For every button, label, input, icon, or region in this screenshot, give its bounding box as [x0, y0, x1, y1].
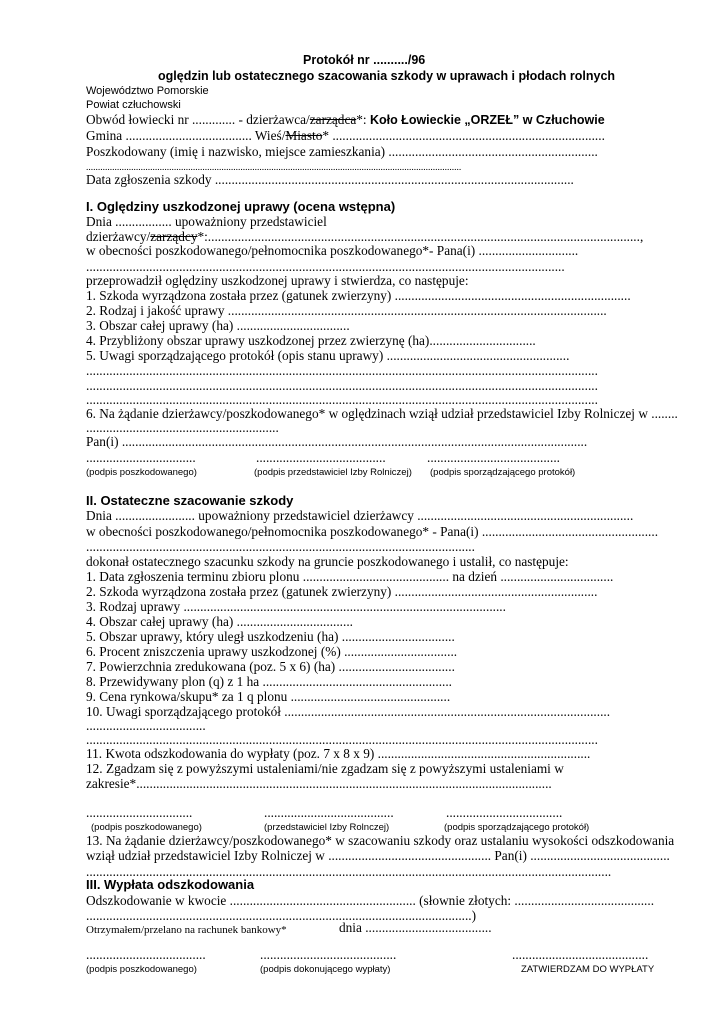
approval-label: ZATWIERDZAM DO WYPŁATY: [521, 964, 655, 975]
signature-dots: .........................................: [260, 947, 397, 962]
signature-dots: ................................: [86, 805, 193, 820]
circuit-mid: *:: [356, 112, 370, 127]
s2-item-2: 2. Szkoda wyrządzona została przez (gatunek zwierzyny) .............................................................: [86, 584, 598, 599]
s1-pan-line: Pan(i) ............................................................................................................................................: [86, 434, 588, 449]
circuit-prefix: Obwód łowiecki nr ............. - dzierżawca/: [86, 112, 310, 127]
s2-item-11: 11. Kwota odszkodowania do wypłaty (poz. 7 x 8 x 9) ................................................................: [86, 746, 591, 761]
s1-item-6: 6. Na żądanie dzierżawcy/poszkodowanego* w oględzinach wziął udział przedstawiciel Izby Rolniczej w ........: [86, 406, 678, 421]
s1-blank-line: ..........................................................................................................................................................: [86, 363, 598, 378]
document-subtitle: oględzin lub ostatecznego szacowania szkody w uprawach i płodach rolnych: [158, 69, 616, 83]
signature-label: (przedstawiciel Izby Rolnczej): [264, 822, 390, 833]
signature-dots: .........................................: [512, 947, 649, 962]
s2-item-13-line-2: wziął udział przedstawiciel Izby Rolniczej w ................................................. Pan(i) ..........................................: [86, 848, 670, 863]
commune-strike: Miasto: [285, 128, 323, 143]
s2-blank-line: ..........................................................................................................................................................: [86, 732, 598, 747]
county: Powiat człuchowski: [86, 99, 181, 111]
s1-item-1: 1. Szkoda wyrządzona została przez (gatunek zwierzyny) .......................................................................: [86, 288, 631, 303]
s1-item-3: 3. Obszar całej uprawy (ha) ..................................: [86, 318, 350, 333]
section-3-heading: III. Wypłata odszkodowania: [86, 877, 255, 892]
circuit-strike: zarządca: [309, 112, 357, 127]
s2-blank-line: ..............................................................................................................................................................: [86, 864, 612, 879]
s2-presence-line: w obecności poszkodowanego/pełnomocnika poszkodowanego* - Pana(i) .....................................................: [86, 524, 659, 539]
signature-dots: .................................: [86, 450, 196, 465]
s2-item-6: 6. Procent zniszczenia uprawy uszkodzonej (%) ..................................: [86, 644, 458, 659]
s1-conducted: przeprowadził oględziny uszkodzonej uprawy i stwierdza, co następuje:: [86, 273, 469, 288]
s2-item-13-line-1: 13. Na żądanie dzierżawcy/poszkodowanego* w szacowaniu szkody oraz ustalaniu wysokości odszkodowania: [86, 833, 675, 848]
signature-dots: ........................................: [427, 450, 560, 465]
signature-dots: .......................................: [264, 805, 394, 820]
s3-amount-cont: ....................................................................................................................): [86, 908, 477, 923]
s2-item-9: 9. Cena rynkowa/skupu* za 1 q plonu ................................................: [86, 689, 451, 704]
tenant-prefix: dzierżawcy/: [86, 229, 151, 244]
signature-label: (podpis sporządzającego protokół): [444, 822, 590, 833]
hunting-club-name: Koło Łowieckie „ORZEŁ” w Człuchowie: [369, 113, 605, 127]
s3-date: dnia ......................................: [339, 920, 492, 935]
s3-received: Otrzymałem/przelano na rachunek bankowy*: [86, 924, 287, 936]
commune-prefix: Gmina ...................................... Wieś/: [86, 128, 286, 143]
s2-day-line: Dnia ........................ upoważniony przedstawiciel dzierżawcy .................................................................: [86, 508, 634, 523]
report-date-line: Data zgłoszenia szkody ............................................................................................................: [86, 172, 574, 187]
tenant-strike: zarządcy: [150, 229, 198, 244]
s2-item-10: 10. Uwagi sporządzającego protokół ..................................................................................................: [86, 704, 611, 719]
document-title: Protokół nr ........../96: [303, 53, 426, 67]
s1-item-5: 5. Uwagi sporządzającego protokół (opis stanu uprawy) .......................................................: [86, 348, 570, 363]
s1-item-4: 4. Przybliżony obszar uprawy uszkodzonej przez zwierzynę (ha)................................: [86, 333, 536, 348]
blank-line: ..............................................................................................................................................................: [86, 163, 462, 173]
signature-label: (podpis poszkodowanego): [86, 467, 197, 478]
s1-day-line: Dnia ................. upoważniony przedstawiciel: [86, 214, 327, 229]
s2-item-1: 1. Data zgłoszenia terminu zbioru plonu ............................................ na dzień ..................................: [86, 569, 614, 584]
s1-blank-line: ................................................................................................................................................: [86, 259, 565, 274]
commune-suffix: * ..................................................................................: [322, 128, 605, 143]
signature-label: (podpis przedstawiciel Izby Rolniczej): [254, 467, 412, 478]
s2-item-8: 8. Przewidywany plon (q) z 1 ha .........................................................: [86, 674, 452, 689]
section-2-heading: II. Ostateczne szacowanie szkody: [86, 493, 294, 508]
commune-line: [86, 128, 605, 144]
s2-item-12-line-2: zakresie*.............................................................................................................................: [86, 776, 552, 791]
s2-blank-line: .....................................................................................................................: [86, 539, 475, 554]
s1-presence-line: w obecności poszkodowanego/pełnomocnika poszkodowanego*- Pana(i) ..............................: [86, 243, 579, 258]
s2-item-4: 4. Obszar całej uprawy (ha) ...................................: [86, 614, 353, 629]
s2-item-12-line-1: 12. Zgadzam się z powyższymi ustaleniami/nie zgadzam się z powyższymi ustaleniami w: [86, 761, 564, 776]
s2-item-7: 7. Powierzchnia zredukowana (poz. 5 x 6) (ha) ...................................: [86, 659, 455, 674]
s1-item-2: 2. Rodzaj i jakość uprawy ..................................................................................................................: [86, 303, 607, 318]
signature-label: (podpis poszkodowanego): [86, 964, 197, 975]
s3-amount-line: Odszkodowanie w kwocie ........................................................ (słownie złotych: ..........................................: [86, 893, 655, 908]
s1-blank-line: ..........................................................................................................................................................: [86, 392, 598, 407]
victim-line: Poszkodowany (imię i nazwisko, miejsce zamieszkania) ...............................................................: [86, 144, 598, 159]
section-1-heading: I. Oględziny uszkodzonej uprawy (ocena wstępna): [86, 199, 396, 214]
voivodeship: Województwo Pomorskie: [86, 85, 209, 97]
s2-item-5: 5. Obszar uprawy, który uległ uszkodzeniu (ha) ..................................: [86, 629, 455, 644]
signature-dots: .......................................: [256, 450, 386, 465]
s2-item-3: 3. Rodzaj uprawy .................................................................................................: [86, 599, 506, 614]
s2-item-10-cont: ....................................: [86, 718, 206, 733]
s2-conducted: dokonał ostatecznego szacunku szkody na gruncie poszkodowanego i ustalił, co następuje:: [86, 554, 569, 569]
signature-label: (podpis poszkodowanego): [91, 822, 202, 833]
signature-label: (podpis dokonującego wypłaty): [260, 964, 391, 975]
s1-item-6-cont: ..........................................................: [86, 420, 279, 435]
signature-label: (podpis sporządzającego protokół): [430, 467, 576, 478]
tenant-suffix: *:..................................................................................................................................,: [197, 229, 644, 244]
signature-dots: ....................................: [86, 947, 206, 962]
s1-blank-line: ..........................................................................................................................................................: [86, 378, 598, 393]
hunting-circuit-line: [86, 112, 605, 128]
signature-dots: ...................................: [446, 805, 563, 820]
